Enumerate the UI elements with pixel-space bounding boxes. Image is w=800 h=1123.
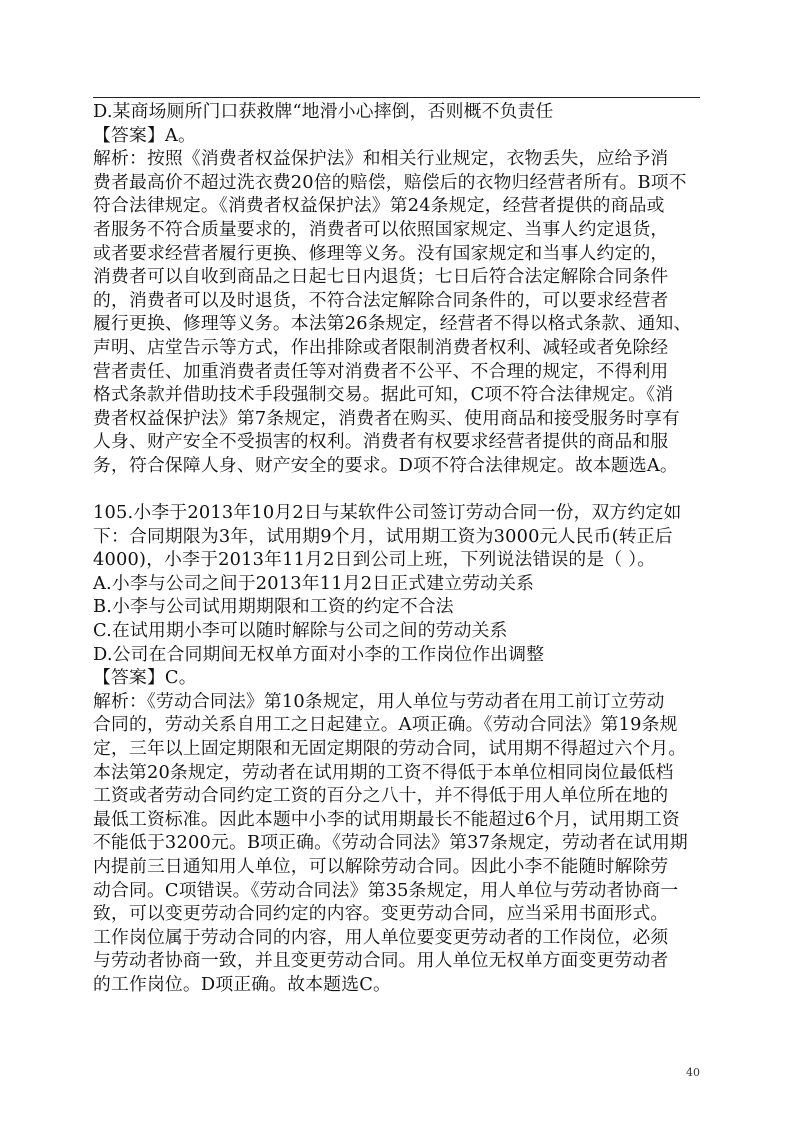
analysis-line: 解析：按照《消费者权益保护法》和相关行业规定，衣物丢失，应给予消 [93,148,669,170]
analysis-line: 或者要求经营者履行更换、修理等义务。没有国家规定和当事人约定的， [93,242,669,264]
analysis-line: 最低工资标准。因此本题中小李的试用期最长不能超过6个月，试用期工资 [93,808,680,830]
analysis-line: 动合同。C项错误。《劳动合同法》第35条规定，用人单位与劳动者协商一 [93,879,679,901]
analysis-line: 格式条款并借助技术手段强制交易。据此可知，C项不符合法律规定。《消 [93,384,674,406]
analysis-line: 工资或者劳动合同约定工资的百分之八十，并不得低于用人单位所在地的 [93,785,669,807]
analysis-line: 消费者可以自收到商品之日起七日内退货；七日后符合法定解除合同条件 [93,266,669,288]
question-stem [93,501,701,572]
analysis-line: 与劳动者协商一致，并且变更劳动合同。用人单位无权单方面变更劳动者 [93,950,669,972]
header-rule [93,97,700,98]
option-b-text: B.小李与公司试用期期限和工资的约定不合法 [93,596,454,618]
analysis-line: 履行更换、修理等义务。本法第26条规定，经营者不得以格式条款、通知、 [93,313,692,335]
analysis-block [93,690,701,997]
page-number: 40 [686,1066,700,1079]
analysis-line: 营者责任、加重消费者责任等对消费者不公平、不合理的规定，不得利用 [93,360,669,382]
analysis-line: 费者权益保护法》第7条规定，消费者在购买、使用商品和接受服务时享有 [93,407,680,429]
analysis-line: 内提前三日通知用人单位，可以解除劳动合同。因此小李不能随时解除劳 [93,856,669,877]
option-a-text: A.小李与公司之间于2013年11月2日正式建立劳动关系 [93,572,535,594]
option-d-text: D.某商场厕所门口获救牌“地滑小心摔倒，否则概不负责任 [93,101,554,122]
analysis-line: 人身、财产安全不受损害的权利。消费者有权要求经营者提供的商品和服 [93,431,669,453]
analysis-line: 者服务不符合质量要求的，消费者可以依照国家规定、当事人约定退货， [93,218,669,240]
analysis-line: 的，消费者可以及时退货，不符合法定解除合同条件的，可以要求经营者 [93,289,669,311]
option-d-text: D.公司在合同期间无权单方面对小李的工作岗位作出调整 [93,643,545,665]
answer-line: 【答案】A。 [93,124,196,146]
analysis-line: 工作岗位属于劳动合同的内容，用人单位要变更劳动者的工作岗位，必须 [93,926,669,948]
answer-line: 【答案】C。 [93,667,197,689]
analysis-line: 不能低于3200元。B项正确。《劳动合同法》第37条规定，劳动者在试用期 [93,832,688,854]
analysis-line: 定，三年以上固定期限和无固定期限的劳动合同，试用期不得超过六个月。 [93,738,687,760]
analysis-line: 务，符合保障人身、财产安全的要求。D项不符合法律规定。故本题选A。 [93,454,678,476]
analysis-line: 本法第20条规定，劳动者在试用期的工资不得低于本单位相同岗位最低档 [93,761,674,783]
analysis-line: 的工作岗位。D项正确。故本题选C。 [93,973,391,995]
section-gap [93,478,701,502]
analysis-block [93,147,701,477]
analysis-line: 致，可以变更劳动合同约定的内容。变更劳动合同，应当采用书面形式。 [93,903,669,925]
analysis-line: 符合法律规定。《消费者权益保护法》第24条规定，经营者提供的商品或 [93,195,665,217]
analysis-line: 合同的，劳动关系自用工之日起建立。A项正确。《劳动合同法》第19条规 [93,714,678,736]
question-stem-line: 105.小李于2013年10月2日与某软件公司签订劳动合同一份，双方约定如 [93,502,682,524]
question-stem-line: 4000)，小李于2013年11月2日到公司上班，下列说法错误的是（ ）。 [93,549,656,571]
option-c-text: C.在试用期小李可以随时解除与公司之间的劳动关系 [93,620,508,642]
document-body [93,100,701,997]
question-stem-line: 下：合同期限为3年，试用期9个月，试用期工资为3000元人民币(转正后 [93,525,673,547]
analysis-line: 声明、店堂告示等方式，作出排除或者限制消费者权利、减轻或者免除经 [93,336,669,358]
analysis-line: 解析：《劳动合同法》第10条规定，用人单位与劳动者在用工前订立劳动 [93,690,665,712]
question-options [93,572,701,666]
analysis-line: 费者最高价不超过洗衣费20倍的赔偿，赔偿后的衣物归经营者所有。B项不 [93,171,687,193]
